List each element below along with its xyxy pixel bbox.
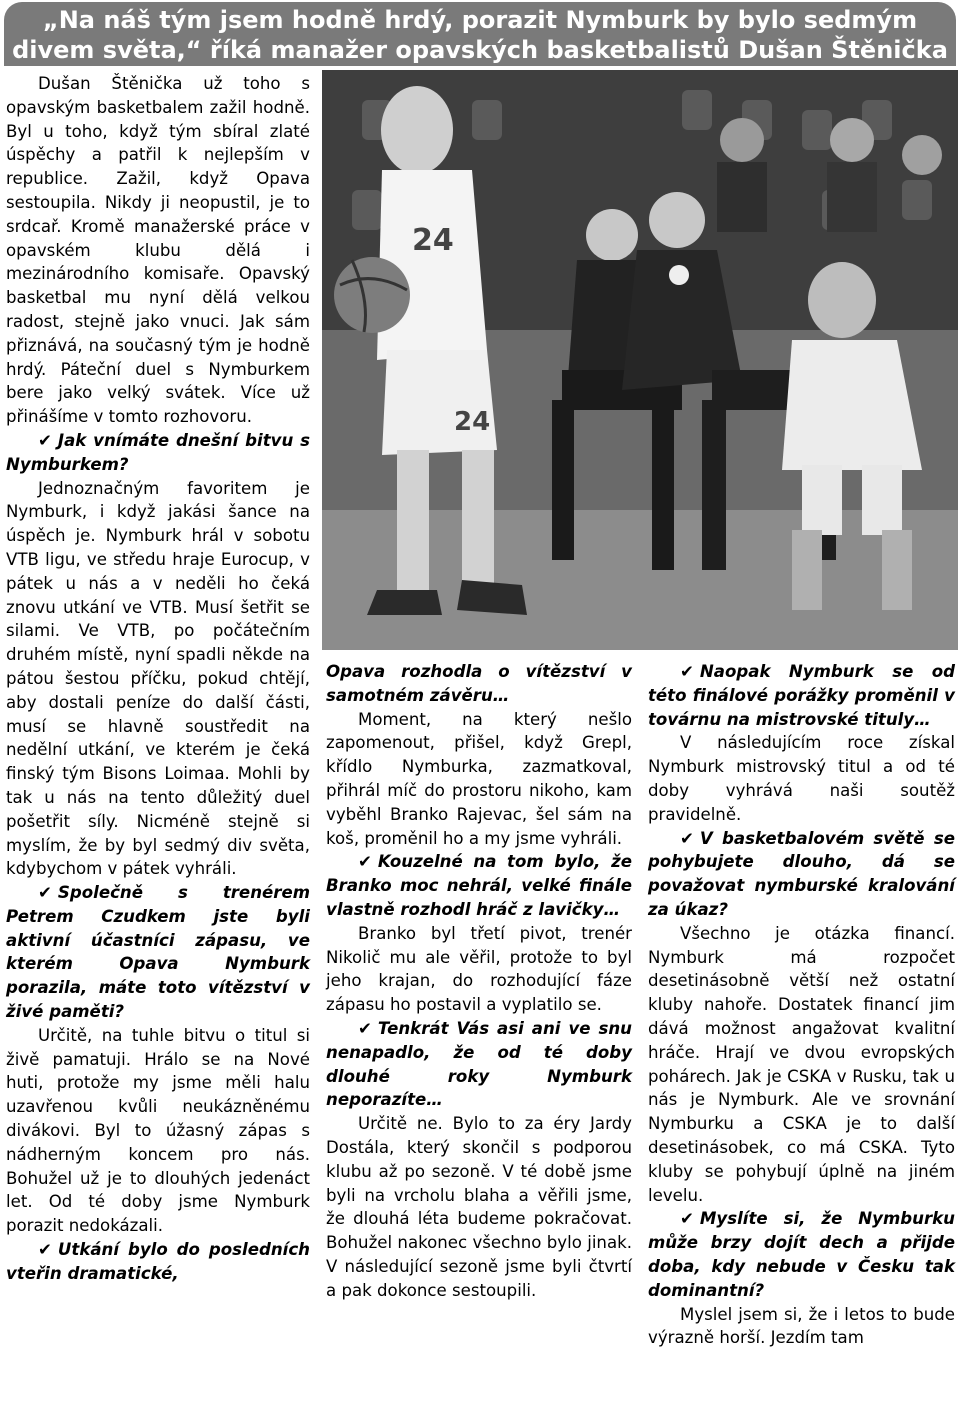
check-icon: ✔ (358, 1018, 372, 1038)
answer-6: V následujícím roce získal Nymburk mistrovský titul a od té doby vyhrává naši soutěž pravidelně. (648, 733, 955, 824)
question-3-text: Utkání bylo do posledních vteřin dramatické, (6, 1240, 310, 1283)
check-icon: ✔ (680, 1209, 694, 1229)
basketball-photo (322, 70, 958, 650)
answer-8: Myslel jsem si, že i letos to bude výrazně horší. Jezdím tam (648, 1304, 955, 1348)
question-8 (648, 1207, 955, 1302)
question-3-continued: Opava rozhodla o vítězství v samotném závěru… (326, 662, 632, 705)
question-4 (326, 850, 632, 921)
question-1 (6, 429, 310, 477)
check-icon: ✔ (358, 852, 372, 872)
answer-5: Určitě ne. Bylo to za éry Jardy Dostála, který skončil s podporou klubu až po sezoně. V té době jsme byli na vrcholu blaha a věřili jsme, že dlouhá léta budeme pokračovat. Bohužel nakonec všechno bylo jinak. V následující sezoně jsme byli čtvrtí a pak dokonce sestoupili. (326, 1114, 632, 1300)
question-7 (648, 827, 955, 922)
photo-illustration (322, 70, 958, 650)
check-icon: ✔ (38, 1240, 52, 1260)
article-headline (4, 2, 956, 66)
column-1 (6, 72, 310, 1286)
check-icon: ✔ (38, 883, 52, 903)
column-3 (648, 660, 955, 1350)
question-1-text: Jak vnímáte dnešní bitvu s Nymburkem? (6, 430, 310, 474)
question-8-text: Myslíte si, že Nymburku může brzy dojít dech a přijde doba, kdy nebude v Česku tak dominantní? (648, 1209, 955, 1300)
question-7-text: V basketbalovém světě se pohybujete dlouho, dá se považovat nymburské kralování za úkaz? (648, 828, 955, 919)
answer-1: Jednoznačným favoritem je Nymburk, i když jakási šance na úspěch je. Nymburk hrál v sobotu VTB ligu, ve středu hraje Eurocup, v pátek u nás a v neděli ho čeká znovu utkání ve VTB. Musí šetřit se silami. Ve VTB, po počátečním druhém místě, nyní spadli někde na pátou šestou příčku, pokud chtějí, aby dostali peníze do další části, musí se hlavně soustředit na nedělní utkání, ve kterém je čeká finský tým Bisons Loimaa. Mohli by tak u nás na tento důležitý duel pošetřit síly. Nicméně stejně si myslím, že by byl sedmý div světa, kdybychom v pátek vyhráli. (6, 478, 310, 879)
question-5-text: Tenkrát Vás asi ani ve snu nenapadlo, že od té doby dlouhé roky Nymburk neporazíte… (326, 1018, 632, 1110)
question-5 (326, 1017, 632, 1112)
question-6 (648, 660, 955, 731)
question-2-text: Společně s trenérem Petrem Czudkem jste byli aktivní účastníci zápasu, ve kterém Opava Nymburk porazila, máte toto vítězství v živé paměti? (6, 883, 310, 1022)
question-6-text: Naopak Nymburk se od této finálové porážky proměnil v továrnu na mistrovské tituly… (648, 662, 955, 729)
question-4-text: Kouzelné na tom bylo, že Branko moc nehrál, velké finále vlastně rozhodl hráč z lavičky… (326, 852, 632, 919)
shorts-number: 24 (454, 407, 491, 437)
column-2 (326, 660, 632, 1303)
headline-line-2: divem světa,“ říká manažer opavských basketbalistů Dušan Štěnička (12, 36, 948, 64)
answer-3: Moment, na který nešlo zapomenout, přišel, když Grepl, křídlo Nymburka, zazmatkoval, přihrál míč do prostoru nikoho, kam vyběhl Branko Rajevac, šel sám na koš, proměnil ho a my jsme vyhráli. (326, 709, 632, 848)
answer-2: Určitě, na tuhle bitvu o titul si živě pamatuji. Hrálo se na Nové huti, protože my jsme měli halu uzavřenou kvůli neukázněnému divákovi. Byl to úžasný zápas s nádherným koncem pro nás. Bohužel už je to dlouhých jedenáct let. Od té doby jsme Nymburk porazit nedokázali. (6, 1025, 310, 1236)
jersey-number: 24 (412, 223, 454, 258)
check-icon: ✔ (680, 828, 694, 848)
intro-paragraph: Dušan Štěnička už toho s opavským basketbalem zažil hodně. Byl u toho, když tým sbíral zlaté úspěchy a patřil k nejlepším v republice. Zažil, když Opava sestoupila. Nikdy ji neopustil, je to srdcař. Kromě manažerské práce v opavském klubu dělá i mezinárodního komisaře. Opavský basketbal mu nyní dělá velkou radost, stejně jako vnuci. Jak sám přiznává, na současný tým je hodně hrdý. Páteční duel s Nymburkem bere jako velký svátek. Více už přinášíme v tomto rozhovoru. (6, 74, 310, 427)
headline-line-1: „Na náš tým jsem hodně hrdý, porazit Nymburk by bylo sedmým (42, 6, 918, 34)
check-icon: ✔ (680, 662, 694, 681)
check-icon: ✔ (38, 430, 52, 450)
question-2 (6, 881, 310, 1024)
answer-7: Všechno je otázka financí. Nymburk má rozpočet desetinásobně větší než ostatní kluby nahoře. Dostatek financí jim dává možnost angažovat kvalitní hráče. Hrají ve dvou evropských pohárech. Jak je CSKA v Rusku, tak u nás je Nymburk. Ale ve srovnání Nymburku a CSKA je to další desetinásobek, co má CSKA. Tyto kluby se pohybují úplně na jiném levelu. (648, 923, 955, 1205)
answer-4: Branko byl třetí pivot, trenér Nikolič mu ale věřil, protože to byl jeho krajan, do rozhodující fáze zápasu ho postavil a vyplatilo se. (326, 923, 632, 1015)
question-3 (6, 1238, 310, 1286)
